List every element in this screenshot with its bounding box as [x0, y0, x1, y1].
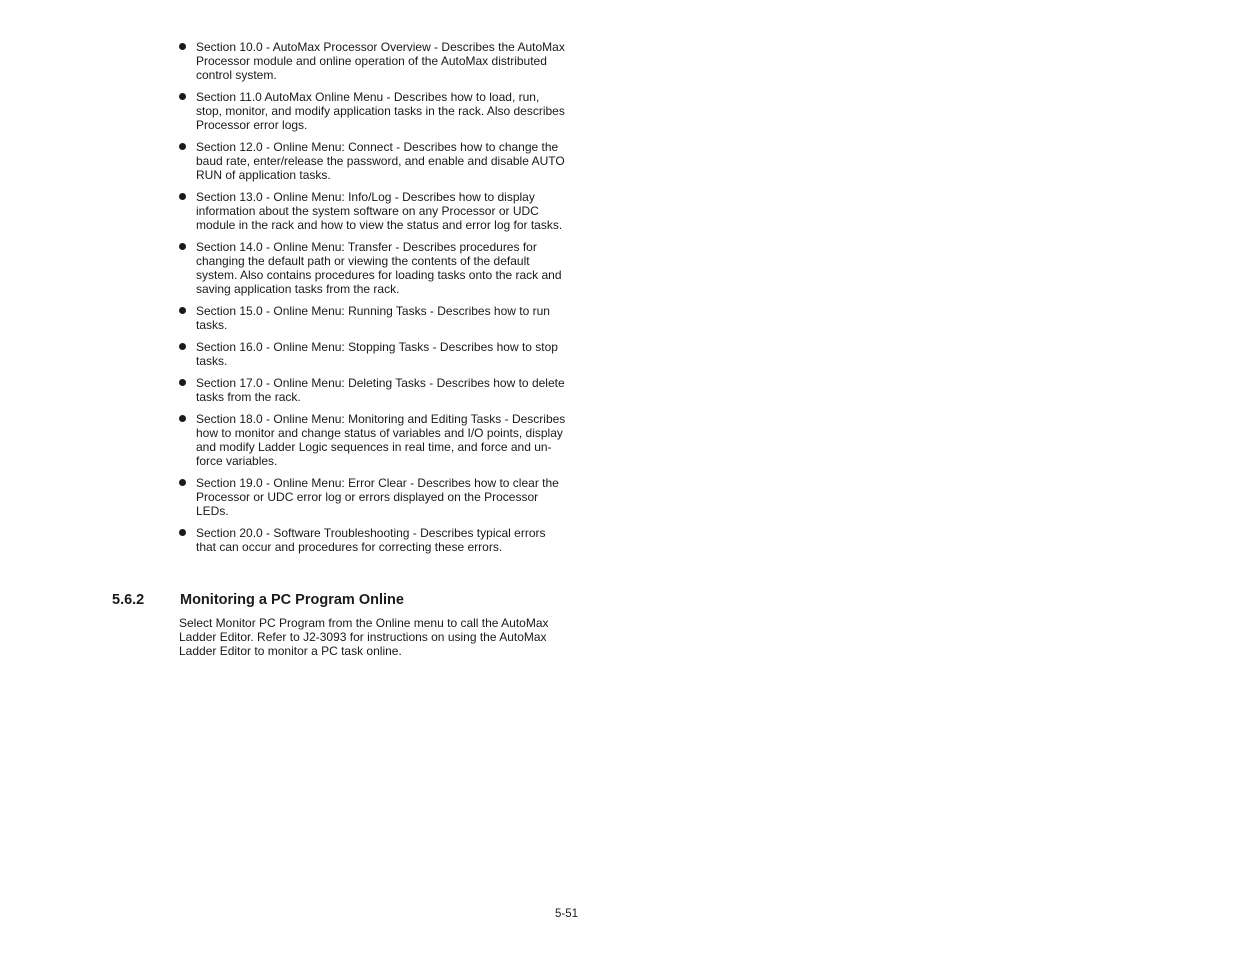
section-title: Monitoring a PC Program Online: [180, 592, 404, 608]
bullet-icon: [179, 343, 186, 350]
bullet-icon: [179, 479, 186, 486]
list-item-text: Section 20.0 - Software Troubleshooting - Describes typical errors that can occur and procedures for correcting these errors.: [196, 526, 546, 554]
list-item: [178, 90, 568, 132]
bullet-icon: [179, 529, 186, 536]
list-item-text: Section 12.0 - Online Menu: Connect - Describes how to change the baud rate, enter/release the password, and enable and disable AUTO RUN of application tasks.: [196, 140, 565, 182]
list-item: [178, 240, 568, 296]
bullet-icon: [179, 243, 186, 250]
list-item: [178, 476, 568, 518]
list-item-text: Section 18.0 - Online Menu: Monitoring and Editing Tasks - Describes how to monitor and change status of variables and I/O points, display and modify Ladder Logic sequences in real time, and force and un-force variables.: [196, 412, 566, 468]
bullet-icon: [179, 379, 186, 386]
list-item-text: Section 14.0 - Online Menu: Transfer - Describes procedures for changing the default path or viewing the contents of the default system. Also contains procedures for loading tasks onto the rack and saving application tasks from the rack.: [196, 240, 562, 296]
list-item: [178, 526, 568, 554]
list-item: [178, 190, 568, 232]
bullet-icon: [179, 415, 186, 422]
list-item: [178, 40, 568, 82]
bullet-icon: [179, 43, 186, 50]
section-paragraph: Select Monitor PC Program from the Online menu to call the AutoMax Ladder Editor. Refer to J2-3093 for instructions on using the AutoMax Ladder Editor to monitor a PC task online.: [179, 616, 549, 658]
page-number: 5-51: [555, 908, 579, 920]
section-overview-list: [178, 40, 568, 562]
bullet-icon: [179, 193, 186, 200]
list-item: [178, 304, 568, 332]
bullet-icon: [179, 93, 186, 100]
list-item-text: Section 13.0 - Online Menu: Info/Log - Describes how to display information about the system software on any Processor or UDC module in the rack and how to view the status and error log for tasks.: [196, 190, 563, 232]
list-item: [178, 412, 568, 468]
list-item-text: Section 17.0 - Online Menu: Deleting Tasks - Describes how to delete tasks from the rack.: [196, 376, 565, 404]
list-item-text: Section 16.0 - Online Menu: Stopping Tasks - Describes how to stop tasks.: [196, 340, 558, 368]
bullet-icon: [179, 307, 186, 314]
list-item: [178, 340, 568, 368]
section-number: 5.6.2: [112, 592, 145, 608]
list-item-text: Section 19.0 - Online Menu: Error Clear - Describes how to clear the Processor or UDC error log or errors displayed on the Processor LEDs.: [196, 476, 559, 518]
bullet-icon: [179, 143, 186, 150]
list-item: [178, 376, 568, 404]
section-heading: [112, 591, 572, 609]
list-item-text: Section 11.0 AutoMax Online Menu - Describes how to load, run, stop, monitor, and modify application tasks in the rack. Also describes Processor error logs.: [196, 90, 565, 132]
list-item: [178, 140, 568, 182]
list-item-text: Section 10.0 - AutoMax Processor Overview - Describes the AutoMax Processor module and online operation of the AutoMax distributed control system.: [196, 40, 565, 82]
list-item-text: Section 15.0 - Online Menu: Running Tasks - Describes how to run tasks.: [196, 304, 550, 332]
